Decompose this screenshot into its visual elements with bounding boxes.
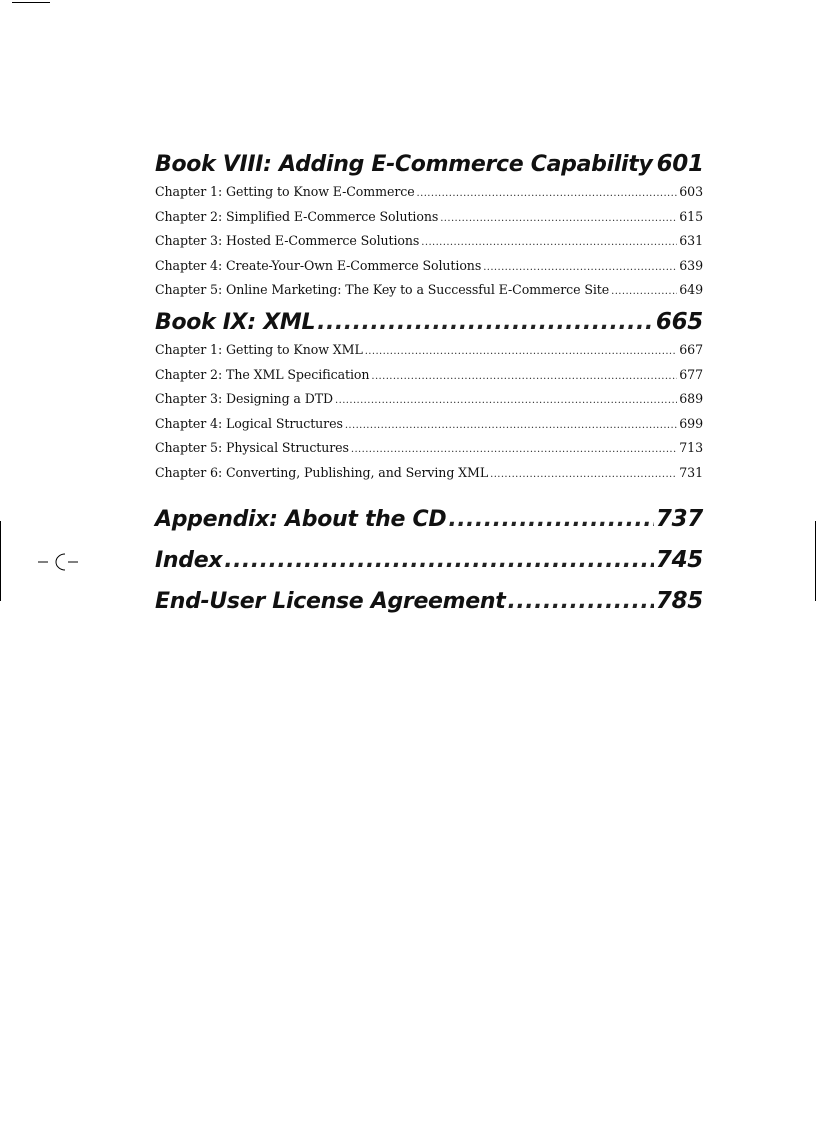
toc-license-entry [155, 581, 703, 622]
dot-leader [483, 257, 677, 280]
chapter-title: Chapter 4: Logical Structures [155, 415, 343, 431]
dot-leader [448, 499, 654, 540]
dot-leader [611, 281, 677, 304]
dot-leader [365, 341, 678, 364]
dot-leader [440, 208, 677, 231]
chapter-page-number: 631 [679, 233, 703, 249]
toc-chapter-entry [155, 462, 703, 487]
chapter-page-number: 603 [679, 184, 703, 199]
chapter-title: Chapter 5: Online Marketing: The Key to a Successful E-Commerce Site [155, 282, 610, 298]
toc-appendix-entry [155, 499, 703, 540]
book-page-number: 601 [656, 151, 704, 177]
book-title: Book VIII: Adding E-Commerce Capability [155, 152, 653, 177]
dot-leader [490, 464, 677, 487]
chapter-title: Chapter 3: Hosted E-Commerce Solutions [155, 233, 420, 249]
chapter-page-number: 677 [679, 366, 703, 382]
chapter-page-number: 615 [679, 208, 703, 224]
chapter-title: Chapter 1: Getting to Know E-Commerce [155, 184, 415, 199]
chapter-page-number: 689 [679, 391, 703, 407]
backmatter-page-number: 737 [655, 505, 703, 532]
chapter-page-number: 713 [679, 440, 703, 456]
toc-book-entry [155, 306, 703, 339]
toc-section-book-ix [155, 306, 703, 487]
toc-section-backmatter [155, 499, 703, 622]
table-of-contents [155, 148, 703, 622]
backmatter-title: Appendix: About the CD [155, 506, 447, 532]
toc-chapter-entry [155, 279, 703, 304]
chapter-title: Chapter 4: Create-Your-Own E-Commerce Solutions [155, 257, 482, 273]
chapter-title: Chapter 3: Designing a DTD [155, 391, 334, 407]
chapter-title: Chapter 5: Physical Structures [155, 440, 349, 456]
toc-chapter-entry [155, 255, 703, 280]
backmatter-title: End-User License Agreement [155, 588, 506, 614]
dot-leader [335, 390, 677, 413]
page-edge-left [0, 521, 1, 601]
chapter-page-number: 649 [679, 282, 703, 298]
dot-leader [508, 581, 654, 622]
backmatter-page-number: 745 [655, 546, 703, 573]
chapter-page-number: 731 [679, 464, 703, 480]
toc-chapter-entry [155, 388, 703, 413]
toc-chapter-entry [155, 364, 703, 389]
crop-mark-top [12, 2, 50, 3]
dot-leader [224, 540, 654, 581]
backmatter-page-number: 785 [655, 587, 703, 614]
toc-chapter-entry [155, 437, 703, 462]
dot-leader [371, 366, 677, 389]
dot-leader [345, 415, 677, 438]
chapter-title: Chapter 1: Getting to Know XML [155, 341, 363, 357]
book-title: Book IX: XML [155, 309, 316, 335]
toc-chapter-entry [155, 339, 703, 364]
dot-leader [351, 439, 677, 462]
backmatter-title: Index [155, 547, 223, 573]
chapter-page-number: 639 [679, 257, 703, 273]
toc-chapter-entry [155, 230, 703, 255]
chapter-page-number: 667 [679, 341, 703, 357]
dot-leader [421, 232, 677, 255]
toc-book-entry [155, 148, 703, 181]
chapter-title: Chapter 6: Converting, Publishing, and Serving XML [155, 464, 489, 480]
book-page-number: 665 [655, 308, 703, 335]
chapter-title: Chapter 2: The XML Specification [155, 366, 370, 382]
dot-leader [317, 307, 654, 339]
toc-section-book-viii [155, 148, 703, 304]
toc-index-entry [155, 540, 703, 581]
toc-chapter-entry [155, 413, 703, 438]
registration-mark-icon [38, 551, 80, 573]
toc-chapter-entry [155, 206, 703, 231]
dot-leader [417, 183, 678, 206]
chapter-page-number: 699 [679, 415, 703, 431]
toc-chapter-entry [155, 181, 703, 206]
chapter-title: Chapter 2: Simplified E-Commerce Solutions [155, 208, 439, 224]
